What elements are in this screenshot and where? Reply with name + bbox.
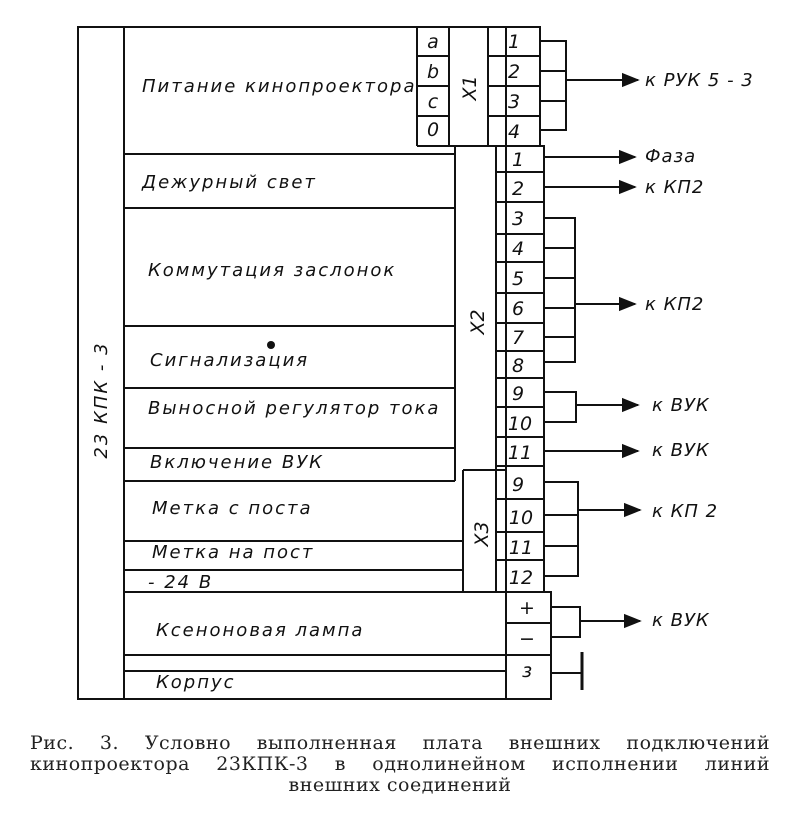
destination-vuk: к ВУК [652, 440, 710, 461]
pin-number: 2 [511, 178, 525, 200]
destination-kp2: к КП2 [645, 177, 705, 198]
function-label-chassis: Корпус [156, 672, 236, 693]
phase-letter-c: c [427, 91, 439, 113]
function-label-vuk-switch-on: Включение ВУК [150, 452, 324, 473]
connector-label-x1: X1 [459, 75, 481, 101]
destination-ruk-5-3: к РУК 5 - 3 [645, 70, 754, 91]
function-label-minus-24v: - 24 В [148, 572, 214, 593]
ink-dot [267, 341, 275, 349]
destination-vuk: к ВУК [652, 610, 710, 631]
phase-letter-0: 0 [426, 119, 440, 141]
pin-number: 11 [507, 442, 533, 464]
connector-label-x3: X3 [471, 521, 493, 547]
caption-line: Рис. 3. Условно выполненная плата внешних подключений [30, 732, 770, 754]
function-label-signalling: Сигнализация [150, 350, 310, 371]
function-label-mark-from-post: Метка с поста [152, 498, 313, 519]
pin-number: 4 [511, 238, 525, 260]
board-name-label: 23 КПК - 3 [91, 341, 112, 459]
pin-number: 10 [507, 413, 533, 435]
caption-line: кинопроектора 23КПК-3 в однолинейном исполнении линий [30, 753, 770, 775]
pin-number: 12 [508, 567, 534, 589]
pin-number: 9 [511, 383, 525, 405]
pin-number: 1 [507, 31, 521, 53]
figure-caption [30, 733, 770, 796]
pin-number: 8 [511, 355, 525, 377]
pin-number: 4 [507, 121, 521, 143]
function-label-mark-to-post: Метка на пост [152, 542, 315, 563]
pin-number: 1 [511, 149, 525, 171]
pin-number: 3 [511, 208, 525, 230]
function-label-remote-current-regulator: Выносной регулятор тока [148, 398, 441, 419]
pin-number: 2 [507, 61, 521, 83]
connector-label-x2: X2 [467, 309, 489, 335]
function-label-xenon-lamp: Ксеноновая лампа [156, 620, 365, 641]
pin-number: 9 [511, 474, 525, 496]
caption-line: внешних соединений [288, 774, 512, 796]
phase-letter-a: a [427, 31, 439, 53]
function-label-standby-light: Дежурный свет [142, 172, 317, 193]
pin-number: 7 [511, 327, 525, 349]
function-label-shutter-switching: Коммутация заслонок [148, 260, 397, 281]
pin-number: 10 [508, 507, 534, 529]
destination-kp2: к КП 2 [652, 501, 719, 522]
pin-number: 11 [508, 537, 534, 559]
pin-minus: − [519, 628, 535, 650]
pin-plus: + [519, 597, 535, 619]
pin-number: 3 [507, 91, 521, 113]
pin-number: 6 [511, 298, 525, 320]
destination-kp2: к КП2 [645, 294, 705, 315]
destination-phase: Фаза [645, 146, 697, 167]
pin-number: 5 [511, 268, 525, 290]
destination-vuk: к ВУК [652, 395, 710, 416]
pin-ground: з [521, 660, 533, 682]
function-label-projector-power: Питание кинопроектора [142, 76, 417, 97]
phase-letter-b: b [426, 61, 440, 83]
